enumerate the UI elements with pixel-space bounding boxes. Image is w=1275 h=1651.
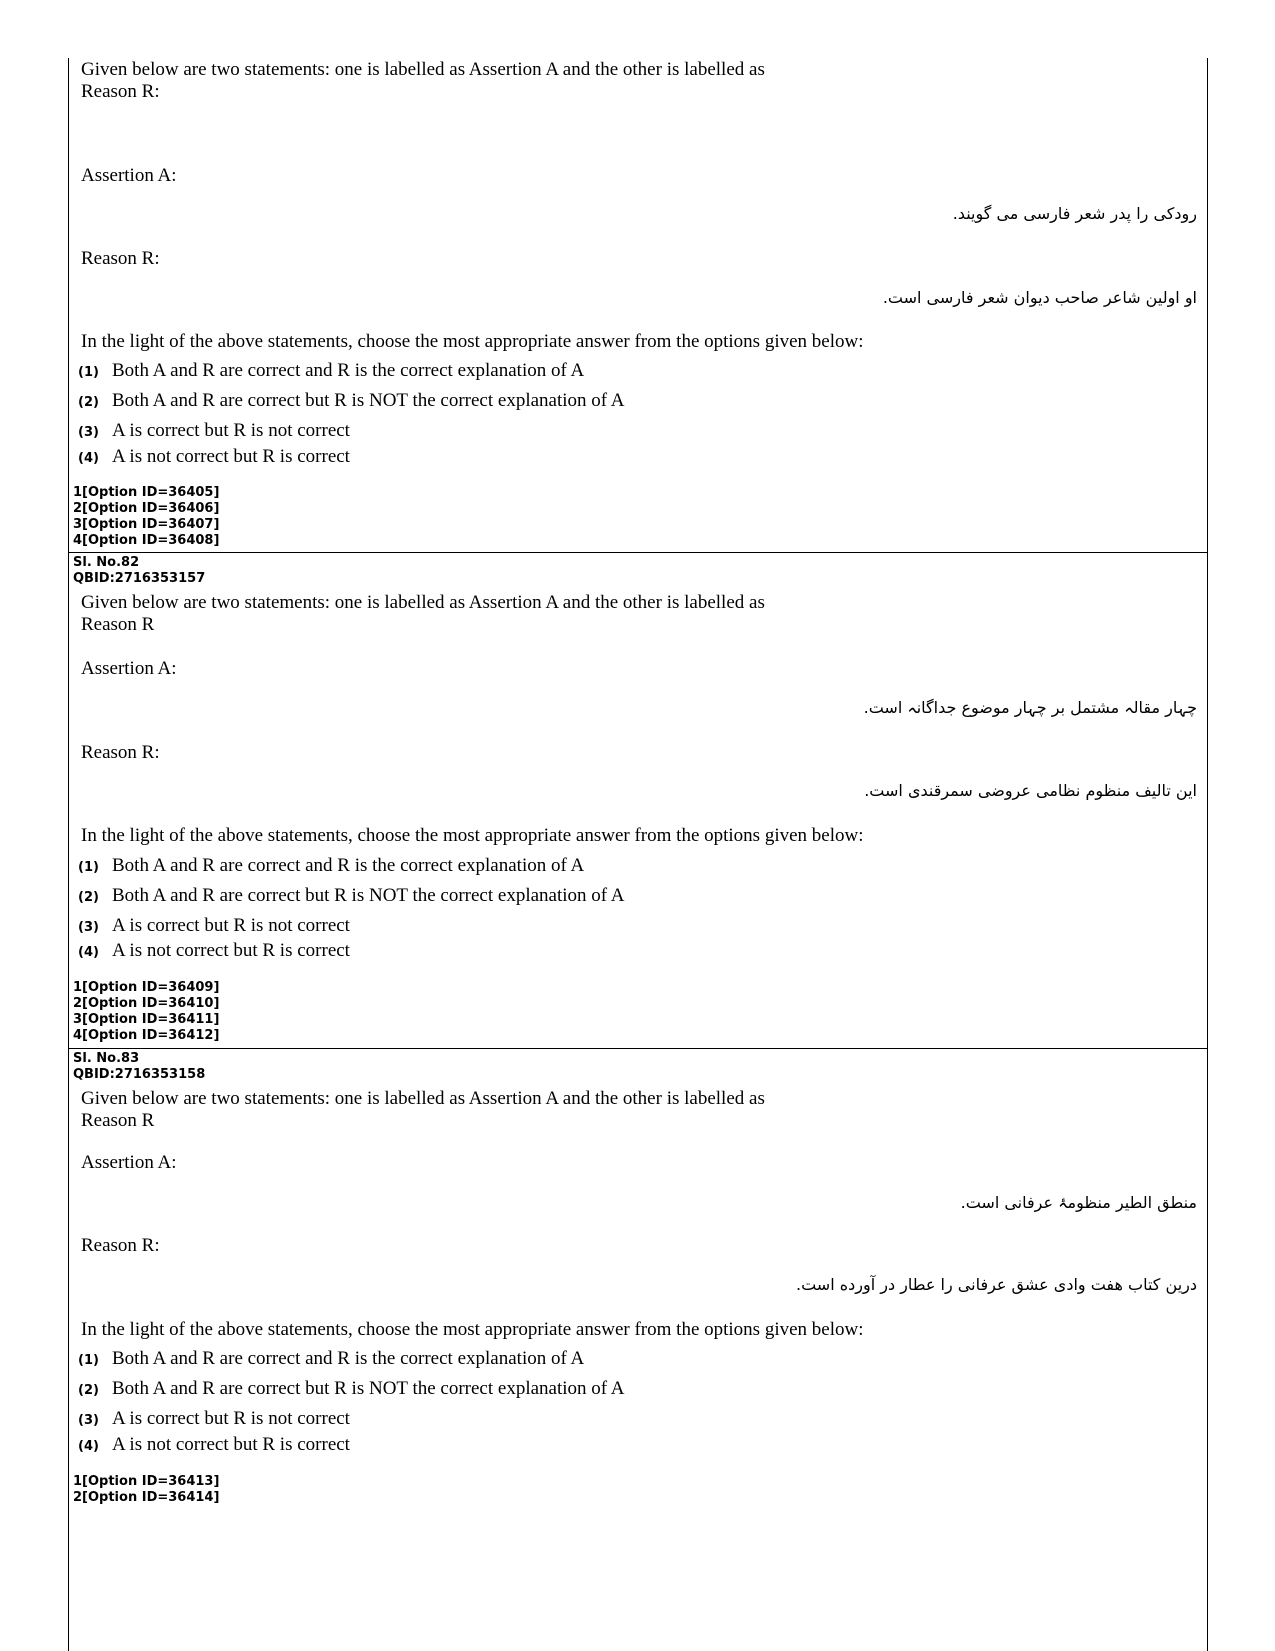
serial-number: Sl. No.82 [73, 555, 140, 570]
assertion-text: چہار مقالہ مشتمل بر چہار موضوع جداگانہ است. [863, 698, 1197, 717]
option-id-1: 1[Option ID=36405] [73, 485, 220, 500]
page-frame [68, 58, 1208, 1651]
option-1: (1) Both A and R are correct and R is the correct explanation of A [78, 1348, 585, 1369]
option-id-1: 1[Option ID=36413] [73, 1474, 220, 1489]
intro-line-2: Reason R [81, 1110, 155, 1131]
question-block-82 [69, 554, 1207, 1050]
option-id-1: 1[Option ID=36409] [73, 980, 220, 995]
option-4: (4) A is not correct but R is correct [78, 1434, 350, 1455]
option-3: (3) A is correct but R is not correct [78, 1408, 350, 1429]
assertion-label: Assertion A: [81, 1152, 177, 1173]
serial-number: Sl. No.83 [73, 1051, 140, 1066]
assertion-text: رودکی را پدر شعر فارسی می گویند. [952, 204, 1197, 223]
option-id-2: 2[Option ID=36410] [73, 996, 220, 1011]
instruction-text: In the light of the above statements, choose the most appropriate answer from the options given below: [81, 825, 864, 846]
instruction-text: In the light of the above statements, choose the most appropriate answer from the options given below: [81, 331, 864, 352]
reason-text: درین کتاب هفت وادی عشق عرفانی را عطار در آورده است. [796, 1275, 1197, 1294]
option-id-2: 2[Option ID=36414] [73, 1490, 220, 1505]
intro-line-1: Given below are two statements: one is labelled as Assertion A and the other is labelled as [81, 592, 765, 613]
option-3: (3) A is correct but R is not correct [78, 420, 350, 441]
option-4: (4) A is not correct but R is correct [78, 940, 350, 961]
option-id-3: 3[Option ID=36411] [73, 1012, 220, 1027]
instruction-text: In the light of the above statements, choose the most appropriate answer from the options given below: [81, 1319, 864, 1340]
assertion-label: Assertion A: [81, 165, 177, 186]
reason-label: Reason R: [81, 1235, 160, 1256]
option-1: (1) Both A and R are correct and R is the correct explanation of A [78, 855, 585, 876]
section-divider [69, 552, 1207, 553]
option-id-4: 4[Option ID=36408] [73, 533, 220, 548]
reason-text: این تالیف منظوم نظامی عروضی سمرقندی است. [864, 781, 1197, 800]
option-2: (2) Both A and R are correct but R is NOT the correct explanation of A [78, 390, 625, 411]
intro-line-2: Reason R [81, 614, 155, 635]
intro-line-1: Given below are two statements: one is labelled as Assertion A and the other is labelled as [81, 1088, 765, 1109]
option-id-2: 2[Option ID=36406] [73, 501, 220, 516]
option-2: (2) Both A and R are correct but R is NOT the correct explanation of A [78, 1378, 625, 1399]
option-2: (2) Both A and R are correct but R is NOT the correct explanation of A [78, 885, 625, 906]
option-1: (1) Both A and R are correct and R is the correct explanation of A [78, 360, 585, 381]
question-block-83 [69, 1050, 1207, 1550]
option-4: (4) A is not correct but R is correct [78, 446, 350, 467]
intro-line-1: Given below are two statements: one is labelled as Assertion A and the other is labelled as [81, 59, 765, 80]
assertion-label: Assertion A: [81, 658, 177, 679]
qbid: QBID:2716353158 [73, 1067, 206, 1082]
assertion-text: منطق الطیر منظومۂ عرفانی است. [960, 1193, 1197, 1212]
section-divider [69, 1048, 1207, 1049]
reason-label: Reason R: [81, 742, 160, 763]
reason-text: او اولین شاعر صاحب دیوان شعر فارسی است. [882, 288, 1197, 307]
question-block-81 [69, 58, 1207, 578]
intro-line-2: Reason R: [81, 81, 160, 102]
option-id-3: 3[Option ID=36407] [73, 517, 220, 532]
qbid: QBID:2716353157 [73, 571, 206, 586]
reason-label: Reason R: [81, 248, 160, 269]
option-3: (3) A is correct but R is not correct [78, 915, 350, 936]
option-id-4: 4[Option ID=36412] [73, 1028, 220, 1043]
